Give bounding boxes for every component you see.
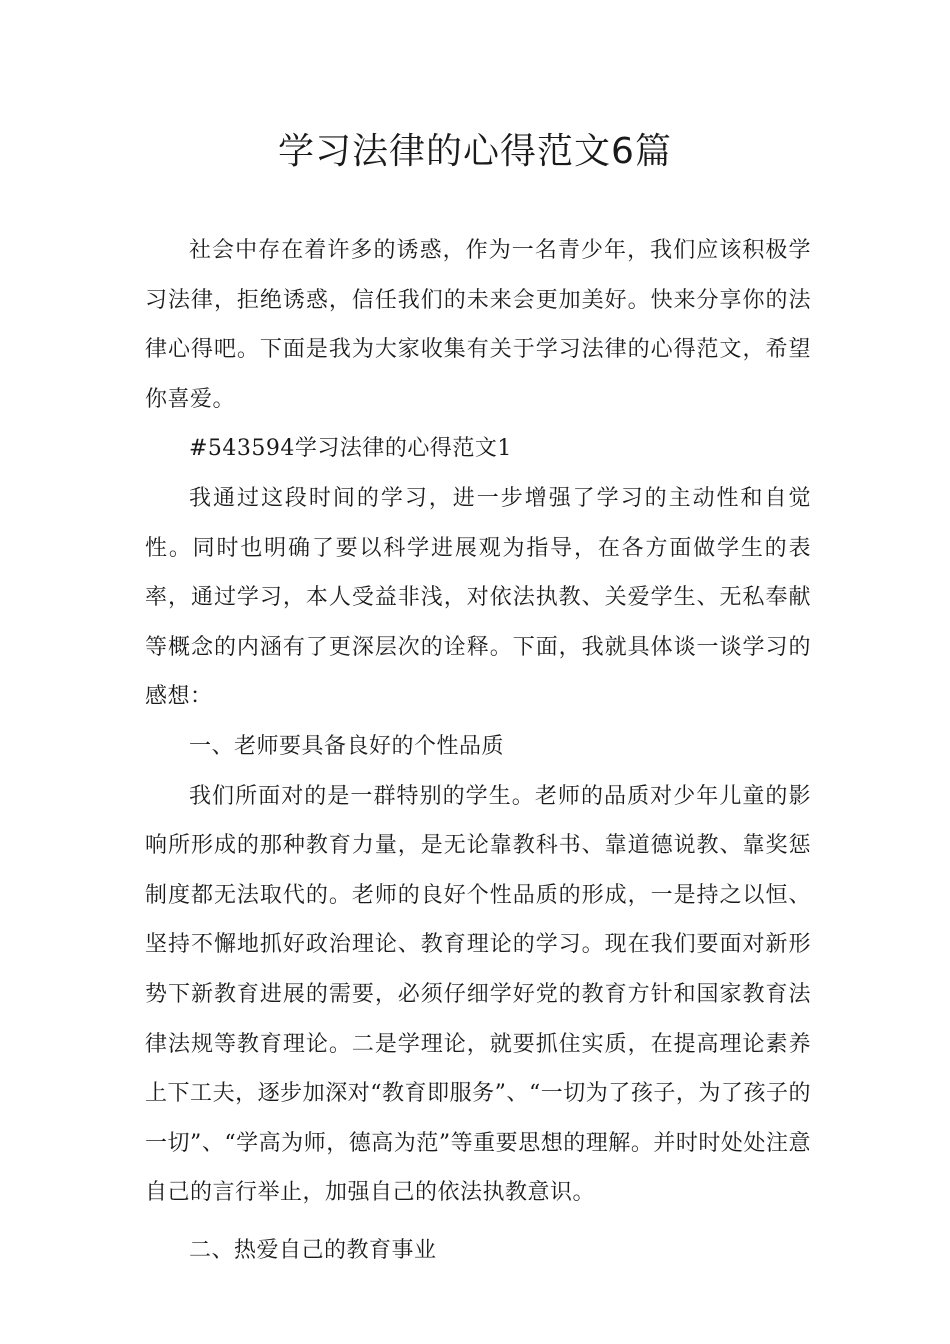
subheading-teacher-qualities: 一、老师要具备良好的个性品质 xyxy=(189,733,505,759)
subheading-love-education: 二、热爱自己的教育事业 xyxy=(189,1237,437,1263)
section-heading-essay-1: #543594学习法律的心得范文1 xyxy=(189,436,512,462)
body-paragraph: 我通过这段时间的学习，进一步增强了学习的主动性和自觉性。同时也明确了要以科学进展观为指导，在各方面做学生的表率，通过学习，本人受益非浅，对依法执教、关爱学生、无私奉献等概念的内涵有了更深层次的诠释。下面，我就具体谈一谈学习的感想： xyxy=(145,485,811,710)
document-title: 学习法律的心得范文6篇 xyxy=(278,131,672,172)
body-paragraph: 我们所面对的是一群特别的学生。老师的品质对少年儿童的影响所形成的那种教育力量，是无论靠教科书、靠道德说教、靠奖惩制度都无法取代的。老师的良好个性品质的形成，一是持之以恒、坚持不懈地抓好政治理论、教育理论的学习。现在我们要面对新形势下新教育进展的需要，必须仔细学好党的教育方针和国家教育法律法规等教育理论。二是学理论，就要抓住实质，在提高理论素养上下工夫，逐步加深对“教育即服务”、“一切为了孩子，为了孩子的一切”、“学高为师，德高为范”等重要思想的理解。并时时处处注意自己的言行举止，加强自己的依法执教意识。 xyxy=(145,783,811,1206)
document-body xyxy=(145,226,811,1275)
intro-paragraph: 社会中存在着许多的诱惑，作为一名青少年，我们应该积极学习法律，拒绝诱惑，信任我们的未来会更加美好。快来分享你的法律心得吧。下面是我为大家收集有关于学习法律的心得范文，希望你喜爱。 xyxy=(145,238,811,412)
